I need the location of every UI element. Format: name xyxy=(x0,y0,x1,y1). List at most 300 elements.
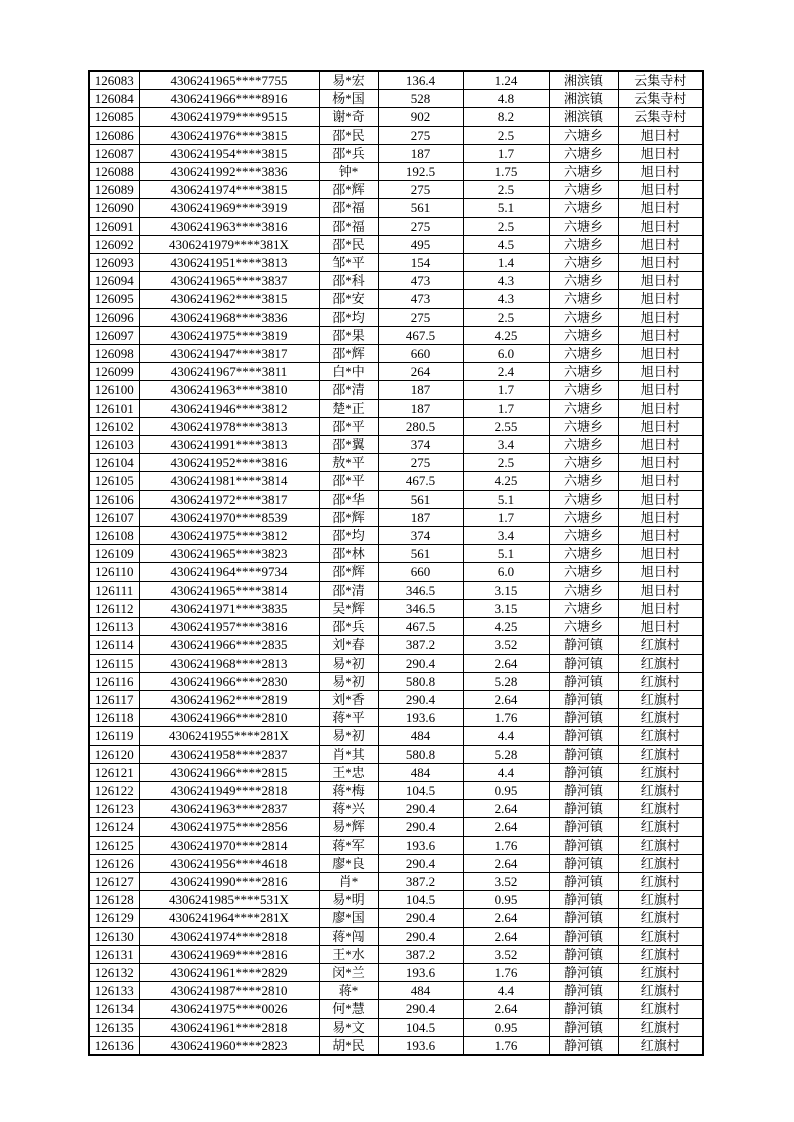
cell-area: 1.76 xyxy=(463,1036,549,1055)
cell-name: 敖*平 xyxy=(319,454,378,472)
cell-area: 4.25 xyxy=(463,472,549,490)
cell-id-number: 4306241990****2816 xyxy=(139,872,319,890)
cell-amount: 136.4 xyxy=(378,71,463,90)
cell-town: 六塘乡 xyxy=(549,472,618,490)
cell-area: 1.7 xyxy=(463,508,549,526)
table-row xyxy=(89,963,703,981)
cell-seq: 126092 xyxy=(89,235,139,253)
cell-village: 红旗村 xyxy=(618,909,703,927)
cell-town: 六塘乡 xyxy=(549,235,618,253)
cell-name: 王*水 xyxy=(319,945,378,963)
table-row xyxy=(89,71,703,90)
cell-seq: 126087 xyxy=(89,144,139,162)
cell-name: 邵*清 xyxy=(319,381,378,399)
table-row xyxy=(89,290,703,308)
cell-town: 湘滨镇 xyxy=(549,90,618,108)
cell-id-number: 4306241971****3835 xyxy=(139,599,319,617)
table-row xyxy=(89,909,703,927)
cell-seq: 126113 xyxy=(89,618,139,636)
cell-name: 楚*正 xyxy=(319,399,378,417)
cell-town: 六塘乡 xyxy=(549,308,618,326)
cell-seq: 126106 xyxy=(89,490,139,508)
cell-amount: 467.5 xyxy=(378,326,463,344)
cell-name: 易*宏 xyxy=(319,71,378,90)
cell-town: 静河镇 xyxy=(549,836,618,854)
cell-village: 红旗村 xyxy=(618,745,703,763)
cell-area: 2.5 xyxy=(463,308,549,326)
subsidy-table xyxy=(88,70,704,1056)
cell-seq: 126124 xyxy=(89,818,139,836)
cell-amount: 528 xyxy=(378,90,463,108)
cell-amount: 187 xyxy=(378,144,463,162)
cell-area: 6.0 xyxy=(463,563,549,581)
cell-seq: 126126 xyxy=(89,854,139,872)
cell-amount: 561 xyxy=(378,490,463,508)
cell-seq: 126103 xyxy=(89,436,139,454)
cell-area: 8.2 xyxy=(463,108,549,126)
cell-seq: 126109 xyxy=(89,545,139,563)
cell-amount: 187 xyxy=(378,399,463,417)
table-row xyxy=(89,854,703,872)
cell-amount: 580.8 xyxy=(378,745,463,763)
cell-name: 邵*果 xyxy=(319,326,378,344)
cell-amount: 290.4 xyxy=(378,1000,463,1018)
cell-town: 六塘乡 xyxy=(549,181,618,199)
table-row xyxy=(89,126,703,144)
cell-amount: 193.6 xyxy=(378,709,463,727)
cell-name: 邵*辉 xyxy=(319,181,378,199)
cell-area: 1.7 xyxy=(463,381,549,399)
cell-town: 静河镇 xyxy=(549,800,618,818)
cell-village: 云集寺村 xyxy=(618,90,703,108)
table-row xyxy=(89,308,703,326)
cell-village: 旭日村 xyxy=(618,381,703,399)
cell-seq: 126105 xyxy=(89,472,139,490)
cell-amount: 484 xyxy=(378,727,463,745)
cell-area: 1.4 xyxy=(463,254,549,272)
cell-area: 1.76 xyxy=(463,709,549,727)
cell-village: 红旗村 xyxy=(618,727,703,745)
cell-name: 邵*科 xyxy=(319,272,378,290)
cell-village: 红旗村 xyxy=(618,763,703,781)
cell-name: 肖* xyxy=(319,872,378,890)
cell-id-number: 4306241970****2814 xyxy=(139,836,319,854)
cell-town: 静河镇 xyxy=(549,854,618,872)
cell-town: 静河镇 xyxy=(549,1018,618,1036)
cell-area: 4.4 xyxy=(463,727,549,745)
cell-seq: 126089 xyxy=(89,181,139,199)
cell-area: 4.3 xyxy=(463,290,549,308)
cell-seq: 126133 xyxy=(89,982,139,1000)
cell-town: 六塘乡 xyxy=(549,490,618,508)
table-row xyxy=(89,927,703,945)
table-row xyxy=(89,417,703,435)
cell-amount: 264 xyxy=(378,363,463,381)
table-row xyxy=(89,472,703,490)
table-row xyxy=(89,181,703,199)
cell-village: 红旗村 xyxy=(618,818,703,836)
cell-amount: 275 xyxy=(378,454,463,472)
cell-amount: 290.4 xyxy=(378,927,463,945)
table-row xyxy=(89,363,703,381)
cell-name: 邵*辉 xyxy=(319,563,378,581)
cell-id-number: 4306241956****4618 xyxy=(139,854,319,872)
cell-name: 蒋*平 xyxy=(319,709,378,727)
cell-id-number: 4306241965****3837 xyxy=(139,272,319,290)
cell-name: 邵*平 xyxy=(319,417,378,435)
cell-id-number: 4306241962****2819 xyxy=(139,690,319,708)
cell-name: 廖*国 xyxy=(319,909,378,927)
cell-area: 2.5 xyxy=(463,181,549,199)
cell-amount: 387.2 xyxy=(378,636,463,654)
cell-id-number: 4306241960****2823 xyxy=(139,1036,319,1055)
cell-village: 旭日村 xyxy=(618,235,703,253)
cell-area: 4.25 xyxy=(463,326,549,344)
cell-seq: 126118 xyxy=(89,709,139,727)
cell-area: 2.64 xyxy=(463,800,549,818)
cell-id-number: 4306241985****531X xyxy=(139,891,319,909)
cell-amount: 280.5 xyxy=(378,417,463,435)
cell-id-number: 4306241975****2856 xyxy=(139,818,319,836)
cell-area: 5.1 xyxy=(463,545,549,563)
cell-name: 蒋*军 xyxy=(319,836,378,854)
cell-town: 六塘乡 xyxy=(549,199,618,217)
cell-amount: 275 xyxy=(378,217,463,235)
table-row xyxy=(89,399,703,417)
cell-amount: 154 xyxy=(378,254,463,272)
cell-town: 静河镇 xyxy=(549,891,618,909)
cell-seq: 126116 xyxy=(89,672,139,690)
cell-id-number: 4306241968****3836 xyxy=(139,308,319,326)
cell-id-number: 4306241992****3836 xyxy=(139,163,319,181)
cell-area: 2.64 xyxy=(463,927,549,945)
cell-seq: 126085 xyxy=(89,108,139,126)
cell-id-number: 4306241946****3812 xyxy=(139,399,319,417)
cell-seq: 126131 xyxy=(89,945,139,963)
cell-town: 六塘乡 xyxy=(549,363,618,381)
cell-seq: 126110 xyxy=(89,563,139,581)
cell-name: 邵*民 xyxy=(319,235,378,253)
cell-seq: 126096 xyxy=(89,308,139,326)
cell-town: 静河镇 xyxy=(549,872,618,890)
cell-amount: 660 xyxy=(378,563,463,581)
cell-village: 旭日村 xyxy=(618,254,703,272)
cell-area: 3.4 xyxy=(463,436,549,454)
cell-town: 六塘乡 xyxy=(549,454,618,472)
cell-village: 旭日村 xyxy=(618,454,703,472)
cell-village: 红旗村 xyxy=(618,781,703,799)
cell-town: 六塘乡 xyxy=(549,144,618,162)
table-row xyxy=(89,235,703,253)
cell-village: 旭日村 xyxy=(618,363,703,381)
cell-amount: 346.5 xyxy=(378,599,463,617)
table-row xyxy=(89,727,703,745)
cell-name: 邵*翼 xyxy=(319,436,378,454)
cell-town: 静河镇 xyxy=(549,636,618,654)
cell-id-number: 4306241987****2810 xyxy=(139,982,319,1000)
cell-id-number: 4306241955****281X xyxy=(139,727,319,745)
cell-village: 红旗村 xyxy=(618,1018,703,1036)
subsidy-table-body xyxy=(89,71,703,1055)
cell-amount: 473 xyxy=(378,290,463,308)
cell-amount: 902 xyxy=(378,108,463,126)
cell-area: 2.64 xyxy=(463,909,549,927)
cell-name: 易*明 xyxy=(319,891,378,909)
cell-area: 3.15 xyxy=(463,599,549,617)
cell-seq: 126119 xyxy=(89,727,139,745)
cell-seq: 126097 xyxy=(89,326,139,344)
cell-town: 静河镇 xyxy=(549,818,618,836)
cell-seq: 126114 xyxy=(89,636,139,654)
table-row xyxy=(89,381,703,399)
cell-amount: 192.5 xyxy=(378,163,463,181)
cell-id-number: 4306241966****2815 xyxy=(139,763,319,781)
cell-area: 6.0 xyxy=(463,345,549,363)
cell-name: 廖*良 xyxy=(319,854,378,872)
cell-id-number: 4306241975****0026 xyxy=(139,1000,319,1018)
cell-name: 邵*兵 xyxy=(319,618,378,636)
table-row xyxy=(89,945,703,963)
cell-name: 邵*兵 xyxy=(319,144,378,162)
cell-name: 邹*平 xyxy=(319,254,378,272)
table-row xyxy=(89,326,703,344)
cell-seq: 126123 xyxy=(89,800,139,818)
cell-town: 静河镇 xyxy=(549,654,618,672)
table-row xyxy=(89,144,703,162)
table-row xyxy=(89,272,703,290)
table-row xyxy=(89,563,703,581)
cell-id-number: 4306241965****7755 xyxy=(139,71,319,90)
cell-town: 湘滨镇 xyxy=(549,108,618,126)
cell-id-number: 4306241968****2813 xyxy=(139,654,319,672)
cell-area: 5.28 xyxy=(463,745,549,763)
cell-name: 蒋*闯 xyxy=(319,927,378,945)
cell-name: 易*初 xyxy=(319,727,378,745)
cell-amount: 387.2 xyxy=(378,945,463,963)
table-row xyxy=(89,217,703,235)
table-row xyxy=(89,527,703,545)
table-row xyxy=(89,1018,703,1036)
cell-town: 六塘乡 xyxy=(549,417,618,435)
cell-village: 旭日村 xyxy=(618,618,703,636)
cell-amount: 484 xyxy=(378,982,463,1000)
cell-seq: 126101 xyxy=(89,399,139,417)
cell-id-number: 4306241975****3819 xyxy=(139,326,319,344)
cell-seq: 126127 xyxy=(89,872,139,890)
cell-id-number: 4306241978****3813 xyxy=(139,417,319,435)
cell-area: 1.7 xyxy=(463,399,549,417)
cell-area: 5.1 xyxy=(463,199,549,217)
cell-seq: 126107 xyxy=(89,508,139,526)
cell-id-number: 4306241966****2830 xyxy=(139,672,319,690)
cell-name: 肖*其 xyxy=(319,745,378,763)
cell-village: 红旗村 xyxy=(618,891,703,909)
cell-name: 易*辉 xyxy=(319,818,378,836)
cell-amount: 290.4 xyxy=(378,654,463,672)
cell-amount: 193.6 xyxy=(378,836,463,854)
cell-id-number: 4306241970****8539 xyxy=(139,508,319,526)
cell-town: 六塘乡 xyxy=(549,272,618,290)
cell-name: 邵*辉 xyxy=(319,508,378,526)
cell-village: 红旗村 xyxy=(618,654,703,672)
table-row xyxy=(89,763,703,781)
cell-village: 红旗村 xyxy=(618,854,703,872)
cell-village: 旭日村 xyxy=(618,163,703,181)
cell-id-number: 4306241963****3816 xyxy=(139,217,319,235)
cell-name: 钟* xyxy=(319,163,378,181)
cell-village: 旭日村 xyxy=(618,290,703,308)
cell-town: 六塘乡 xyxy=(549,618,618,636)
cell-village: 旭日村 xyxy=(618,490,703,508)
cell-seq: 126129 xyxy=(89,909,139,927)
cell-village: 红旗村 xyxy=(618,709,703,727)
cell-seq: 126112 xyxy=(89,599,139,617)
cell-area: 0.95 xyxy=(463,781,549,799)
cell-village: 红旗村 xyxy=(618,963,703,981)
table-row xyxy=(89,891,703,909)
cell-town: 六塘乡 xyxy=(549,563,618,581)
cell-village: 旭日村 xyxy=(618,472,703,490)
cell-seq: 126084 xyxy=(89,90,139,108)
cell-area: 1.76 xyxy=(463,836,549,854)
cell-name: 邵*均 xyxy=(319,308,378,326)
cell-area: 3.52 xyxy=(463,872,549,890)
cell-village: 红旗村 xyxy=(618,982,703,1000)
cell-amount: 290.4 xyxy=(378,800,463,818)
cell-area: 2.5 xyxy=(463,454,549,472)
cell-area: 2.5 xyxy=(463,126,549,144)
cell-seq: 126136 xyxy=(89,1036,139,1055)
cell-seq: 126094 xyxy=(89,272,139,290)
cell-id-number: 4306241966****8916 xyxy=(139,90,319,108)
cell-town: 静河镇 xyxy=(549,982,618,1000)
cell-name: 谢*奇 xyxy=(319,108,378,126)
cell-name: 邵*民 xyxy=(319,126,378,144)
cell-id-number: 4306241947****3817 xyxy=(139,345,319,363)
cell-area: 2.4 xyxy=(463,363,549,381)
cell-village: 云集寺村 xyxy=(618,108,703,126)
cell-amount: 660 xyxy=(378,345,463,363)
cell-area: 0.95 xyxy=(463,1018,549,1036)
cell-seq: 126130 xyxy=(89,927,139,945)
cell-town: 静河镇 xyxy=(549,909,618,927)
cell-area: 2.55 xyxy=(463,417,549,435)
cell-village: 旭日村 xyxy=(618,199,703,217)
cell-seq: 126122 xyxy=(89,781,139,799)
table-row xyxy=(89,654,703,672)
cell-id-number: 4306241974****2818 xyxy=(139,927,319,945)
cell-id-number: 4306241964****9734 xyxy=(139,563,319,581)
cell-area: 1.76 xyxy=(463,963,549,981)
cell-id-number: 4306241969****3919 xyxy=(139,199,319,217)
cell-amount: 193.6 xyxy=(378,963,463,981)
cell-town: 静河镇 xyxy=(549,727,618,745)
cell-name: 邵*安 xyxy=(319,290,378,308)
table-row xyxy=(89,254,703,272)
table-row xyxy=(89,454,703,472)
cell-village: 红旗村 xyxy=(618,945,703,963)
cell-town: 静河镇 xyxy=(549,945,618,963)
cell-name: 邵*林 xyxy=(319,545,378,563)
cell-seq: 126120 xyxy=(89,745,139,763)
cell-id-number: 4306241963****2837 xyxy=(139,800,319,818)
cell-name: 白*中 xyxy=(319,363,378,381)
cell-town: 六塘乡 xyxy=(549,326,618,344)
cell-id-number: 4306241965****3823 xyxy=(139,545,319,563)
cell-name: 邵*辉 xyxy=(319,345,378,363)
cell-amount: 290.4 xyxy=(378,690,463,708)
cell-seq: 126104 xyxy=(89,454,139,472)
cell-name: 邵*平 xyxy=(319,472,378,490)
cell-village: 云集寺村 xyxy=(618,71,703,90)
cell-area: 3.52 xyxy=(463,636,549,654)
cell-seq: 126093 xyxy=(89,254,139,272)
cell-seq: 126095 xyxy=(89,290,139,308)
cell-town: 六塘乡 xyxy=(549,581,618,599)
cell-town: 静河镇 xyxy=(549,1036,618,1055)
cell-id-number: 4306241991****3813 xyxy=(139,436,319,454)
cell-town: 六塘乡 xyxy=(549,599,618,617)
cell-town: 六塘乡 xyxy=(549,508,618,526)
cell-amount: 387.2 xyxy=(378,872,463,890)
cell-village: 红旗村 xyxy=(618,672,703,690)
cell-village: 旭日村 xyxy=(618,326,703,344)
cell-area: 4.4 xyxy=(463,763,549,781)
cell-amount: 290.4 xyxy=(378,818,463,836)
cell-id-number: 4306241958****2837 xyxy=(139,745,319,763)
cell-id-number: 4306241976****3815 xyxy=(139,126,319,144)
cell-amount: 193.6 xyxy=(378,1036,463,1055)
cell-name: 蒋*梅 xyxy=(319,781,378,799)
cell-seq: 126111 xyxy=(89,581,139,599)
cell-village: 旭日村 xyxy=(618,126,703,144)
cell-area: 2.64 xyxy=(463,1000,549,1018)
cell-area: 1.24 xyxy=(463,71,549,90)
cell-seq: 126090 xyxy=(89,199,139,217)
cell-amount: 374 xyxy=(378,527,463,545)
cell-village: 红旗村 xyxy=(618,1036,703,1055)
cell-name: 邵*清 xyxy=(319,581,378,599)
cell-town: 静河镇 xyxy=(549,690,618,708)
cell-town: 六塘乡 xyxy=(549,254,618,272)
cell-town: 六塘乡 xyxy=(549,381,618,399)
cell-name: 易*初 xyxy=(319,672,378,690)
table-row xyxy=(89,872,703,890)
cell-amount: 374 xyxy=(378,436,463,454)
cell-id-number: 4306241966****2810 xyxy=(139,709,319,727)
cell-name: 邵*福 xyxy=(319,217,378,235)
cell-area: 1.7 xyxy=(463,144,549,162)
table-row xyxy=(89,836,703,854)
table-row xyxy=(89,818,703,836)
cell-area: 4.4 xyxy=(463,982,549,1000)
cell-id-number: 4306241974****3815 xyxy=(139,181,319,199)
cell-village: 红旗村 xyxy=(618,800,703,818)
cell-id-number: 4306241952****3816 xyxy=(139,454,319,472)
cell-village: 旭日村 xyxy=(618,417,703,435)
cell-town: 六塘乡 xyxy=(549,290,618,308)
cell-area: 2.64 xyxy=(463,654,549,672)
cell-name: 何*慧 xyxy=(319,1000,378,1018)
cell-village: 红旗村 xyxy=(618,927,703,945)
cell-id-number: 4306241965****3814 xyxy=(139,581,319,599)
cell-seq: 126098 xyxy=(89,345,139,363)
cell-town: 静河镇 xyxy=(549,1000,618,1018)
cell-village: 旭日村 xyxy=(618,181,703,199)
cell-name: 吴*辉 xyxy=(319,599,378,617)
cell-town: 静河镇 xyxy=(549,781,618,799)
table-row xyxy=(89,618,703,636)
